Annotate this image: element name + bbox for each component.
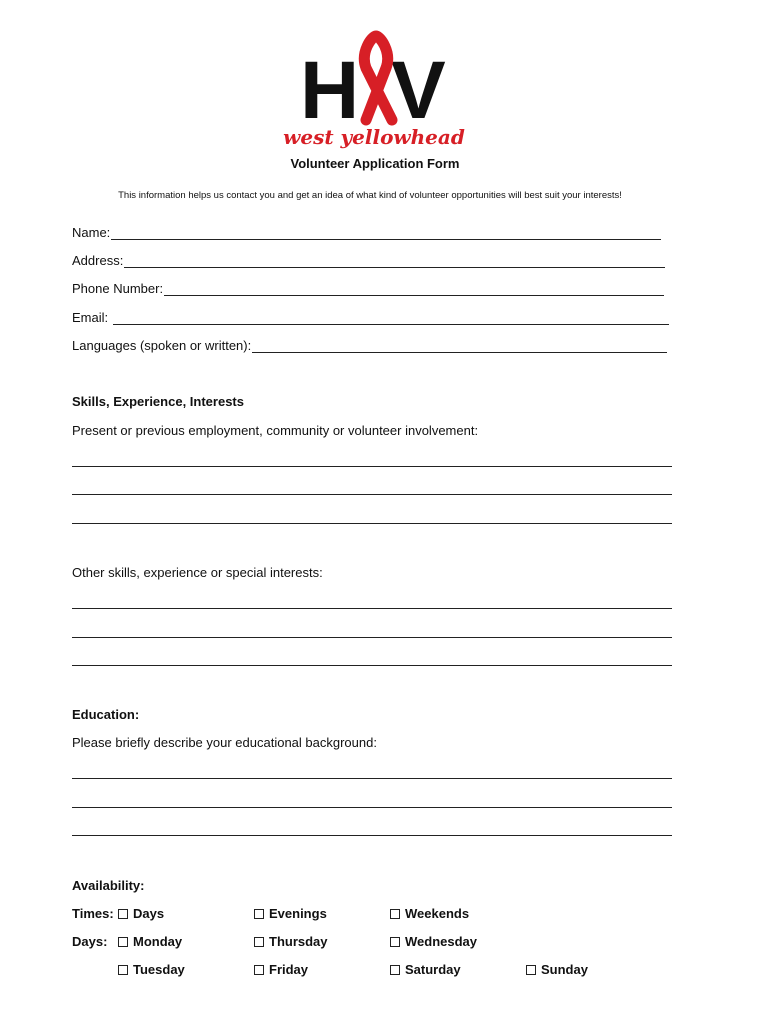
- checkbox-tuesday[interactable]: [118, 962, 185, 977]
- phone-field[interactable]: [72, 280, 664, 296]
- email-input-line[interactable]: [113, 311, 669, 325]
- times-label: Times:: [72, 906, 114, 921]
- checkbox-square-icon[interactable]: [390, 937, 400, 947]
- education-prompt: Please briefly describe your educational background:: [72, 735, 377, 750]
- checkbox-wednesday[interactable]: [390, 934, 477, 949]
- checkbox-monday-label: Monday: [133, 934, 183, 949]
- days-label: Days:: [72, 934, 108, 949]
- checkbox-sunday[interactable]: [526, 962, 588, 977]
- employment-prompt: Present or previous employment, community or volunteer involvement:: [72, 423, 479, 438]
- checkbox-square-icon[interactable]: [390, 965, 400, 975]
- education-answer-line-2[interactable]: [72, 807, 672, 808]
- checkbox-wednesday-label: Wednesday: [405, 934, 478, 949]
- languages-label: Languages (spoken or written):: [72, 338, 252, 353]
- languages-field[interactable]: [72, 337, 667, 353]
- phone-label: Phone Number:: [72, 281, 164, 296]
- checkbox-thursday-label: Thursday: [269, 934, 328, 949]
- red-ribbon-icon: [364, 36, 392, 120]
- email-field[interactable]: [72, 309, 669, 325]
- logo-tagline: west yellowhead: [283, 125, 465, 149]
- name-input-line[interactable]: [111, 226, 661, 240]
- checkbox-square-icon[interactable]: [118, 937, 128, 947]
- checkbox-square-icon[interactable]: [526, 965, 536, 975]
- checkbox-weekends-label: Weekends: [405, 906, 470, 921]
- employment-answer-line-1[interactable]: [72, 466, 672, 467]
- address-field[interactable]: [72, 252, 665, 268]
- form-intro: This information helps us contact you and get an idea of what kind of volunteer opportunities will best suit your interests!: [118, 190, 622, 201]
- checkbox-square-icon[interactable]: [118, 909, 128, 919]
- skills-heading: Skills, Experience, Interests: [72, 394, 244, 409]
- address-label: Address:: [72, 253, 124, 268]
- other-skills-prompt: Other skills, experience or special interests:: [72, 565, 323, 580]
- availability-heading: Availability:: [72, 878, 145, 893]
- hiv-west-yellowhead-logo: [283, 28, 465, 154]
- checkbox-square-icon[interactable]: [254, 965, 264, 975]
- checkbox-weekends[interactable]: [390, 906, 469, 921]
- education-heading: Education:: [72, 707, 140, 722]
- phone-input-line[interactable]: [164, 282, 664, 296]
- employment-answer-line-3[interactable]: [72, 523, 672, 524]
- name-label: Name:: [72, 225, 111, 240]
- employment-answer-line-2[interactable]: [72, 494, 672, 495]
- other-skills-answer-line-2[interactable]: [72, 637, 672, 638]
- logo-graphic: [283, 28, 465, 154]
- logo-letter-h: H: [300, 45, 360, 136]
- checkbox-evenings[interactable]: [254, 906, 327, 921]
- logo-letter-v: V: [391, 45, 446, 136]
- education-answer-line-1[interactable]: [72, 778, 672, 779]
- email-label: Email:: [72, 310, 112, 325]
- checkbox-monday[interactable]: [118, 934, 182, 949]
- checkbox-square-icon[interactable]: [254, 909, 264, 919]
- name-field[interactable]: [72, 224, 661, 240]
- other-skills-answer-line-1[interactable]: [72, 608, 672, 609]
- checkbox-tuesday-label: Tuesday: [133, 962, 185, 977]
- checkbox-saturday[interactable]: [390, 962, 461, 977]
- languages-input-line[interactable]: [252, 339, 667, 353]
- checkbox-days-label: Days: [133, 906, 165, 921]
- education-answer-line-3[interactable]: [72, 835, 672, 836]
- checkbox-sunday-label: Sunday: [541, 962, 588, 977]
- checkbox-days[interactable]: [118, 906, 164, 921]
- checkbox-friday-label: Friday: [269, 962, 309, 977]
- checkbox-friday[interactable]: [254, 962, 308, 977]
- other-skills-answer-line-3[interactable]: [72, 665, 672, 666]
- checkbox-saturday-label: Saturday: [405, 962, 461, 977]
- address-input-line[interactable]: [124, 254, 665, 268]
- checkbox-evenings-label: Evenings: [269, 906, 327, 921]
- checkbox-square-icon[interactable]: [254, 937, 264, 947]
- checkbox-square-icon[interactable]: [390, 909, 400, 919]
- form-title: Volunteer Application Form: [290, 156, 460, 171]
- checkbox-square-icon[interactable]: [118, 965, 128, 975]
- checkbox-thursday[interactable]: [254, 934, 328, 949]
